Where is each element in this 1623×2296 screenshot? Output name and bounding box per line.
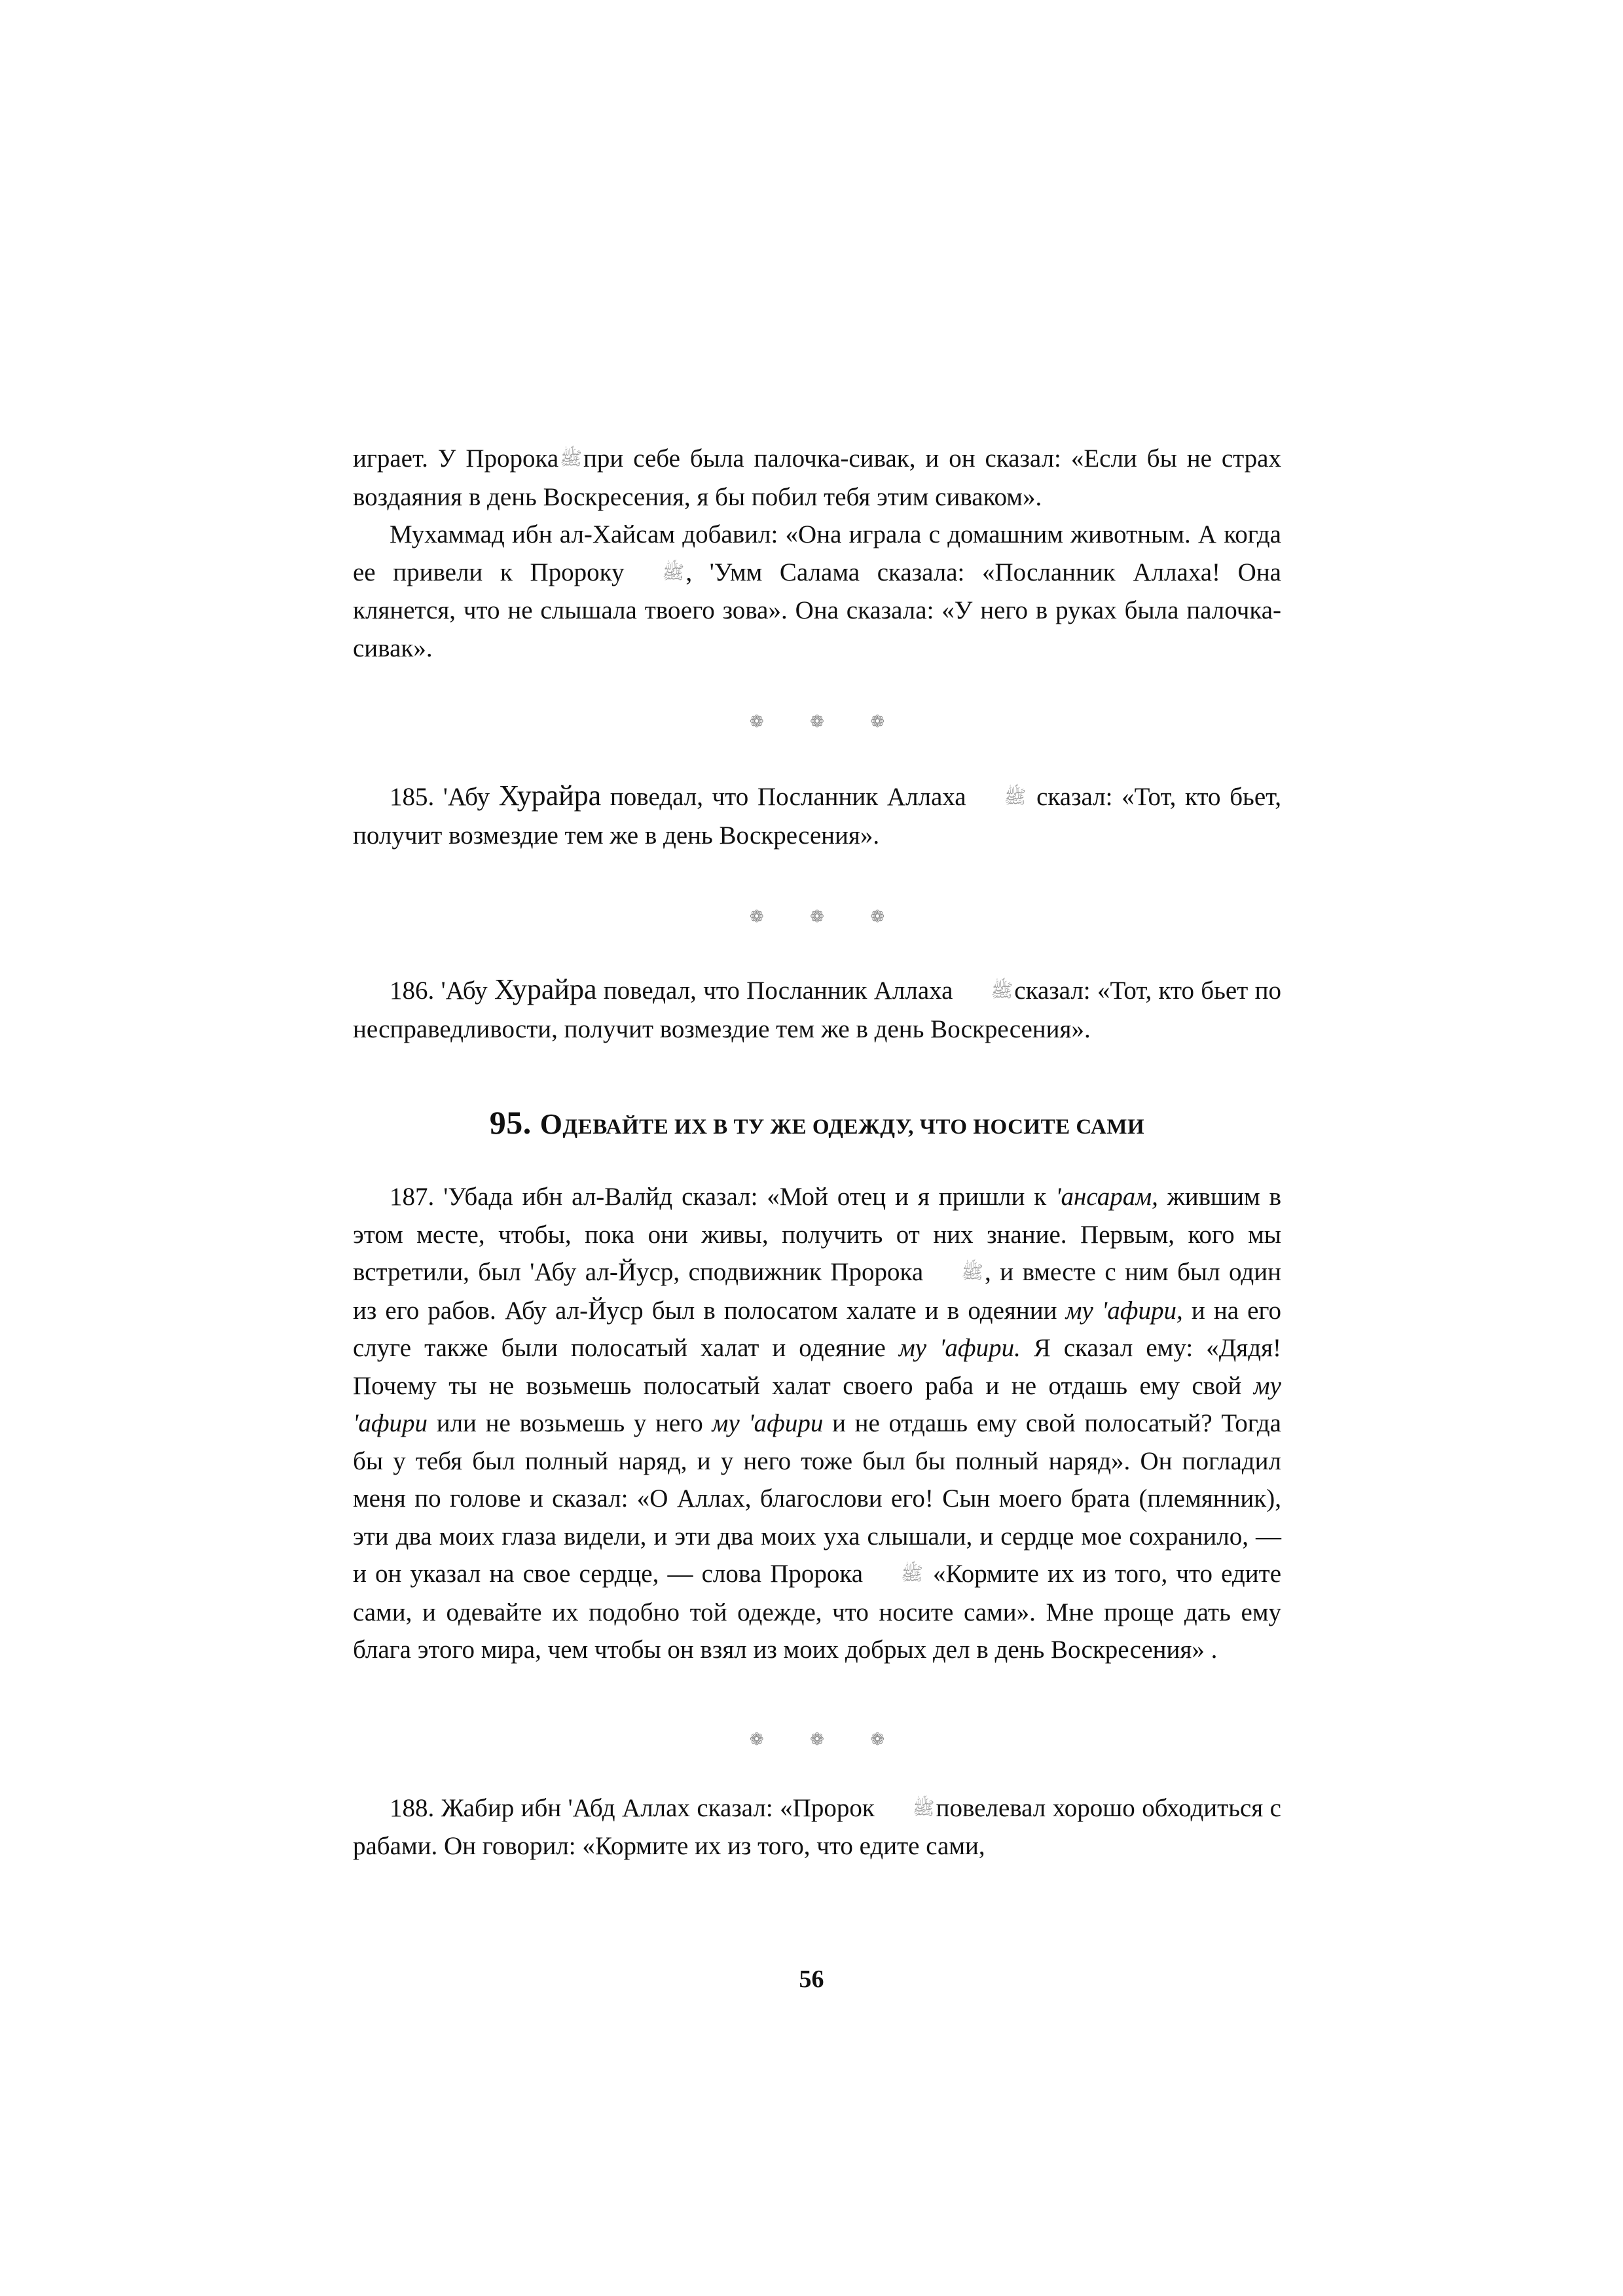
- salla-glyph-icon: ﷺ: [912, 1798, 935, 1819]
- salla-glyph-icon: ﷺ: [662, 562, 685, 583]
- narrator-name: Хурайра: [498, 780, 602, 812]
- hadith-188: [353, 1789, 1281, 1865]
- text-run: поведал, что Посланник Аллаха: [601, 783, 966, 811]
- text-run: 187. 'Убада ибн ал-Валйд сказал: «Мой отец и я пришли к: [390, 1183, 1056, 1211]
- chapter-initial: О: [539, 1108, 563, 1140]
- text-run: при себе была палочка-сивак, и он сказал: «Если бы не страх воздаяния в день Воскресения, я бы побил тебя этим сиваком».: [353, 444, 1281, 511]
- hadith-186: [353, 971, 1281, 1048]
- chapter-heading: [353, 1103, 1281, 1147]
- section-separator-ornament: ❁ ❁ ❁: [749, 1729, 906, 1749]
- italic-term: 'ансарам,: [1055, 1183, 1158, 1211]
- text-run: играет. У Пророка: [353, 444, 559, 473]
- hadith-184-continuation: [353, 440, 1281, 516]
- italic-term: му 'афири: [712, 1409, 824, 1437]
- hadith-187: [353, 1178, 1281, 1669]
- salla-glyph-icon: ﷺ: [901, 1564, 923, 1585]
- text-run: 188. Жабир ибн 'Абд Аллах сказал: «Пророк: [390, 1793, 875, 1822]
- text-run: поведал, что Посланник Аллаха: [596, 977, 953, 1005]
- hadith-185: [353, 777, 1281, 854]
- page-body: [353, 440, 1281, 1865]
- salla-glyph-icon: ﷺ: [560, 449, 583, 469]
- text-run: Я сказал ему: «Дядя! Почему ты не возьмешь полосатый халат своего раба и не отдашь ему свой: [353, 1334, 1282, 1400]
- text-run: 185. 'Абу: [390, 783, 499, 811]
- text-run: , 'Умм Салама сказала: «Посланник Аллаха! Она клянется, что не слышала твоего зова». Она сказала: «У него в руках была палочка-сивак».: [353, 558, 1281, 662]
- salla-glyph-icon: ﷺ: [991, 981, 1013, 1001]
- narrator-name: Хурайра: [494, 973, 597, 1005]
- text-run: и на его слуге также были полосатый халат и одеяние: [353, 1296, 1282, 1362]
- chapter-title: ДЕВАЙТЕ ИХ В ТУ ЖЕ ОДЕЖДУ, ЧТО НОСИТЕ САМИ: [562, 1115, 1145, 1139]
- text-run: «Кормите их из того, что едите сами, и одевайте их подобно той одежде, что носите сами». Мне проще дать ему блага этого мира, чем чтобы он взял из моих добрых дел в день Воскресения» .: [353, 1560, 1282, 1664]
- section-separator-ornament: ❁ ❁ ❁: [749, 907, 906, 926]
- text-run: и не отдашь ему свой полосатый? Тогда бы у тебя был полный наряд, и у него тоже был бы полный наряд». Он погладил меня по голове и сказал: «О Аллах, благослови его! Сын моего брата (племянник), эти два моих глаза видели, и эти два моих уха слышали, и сердце мое сохранило, — и он указал на свое сердце, — слова Пророка: [353, 1409, 1281, 1588]
- italic-term: му 'афири,: [1065, 1296, 1183, 1325]
- italic-term: му 'афири.: [898, 1334, 1021, 1362]
- section-separator-ornament: ❁ ❁ ❁: [749, 712, 906, 731]
- salla-glyph-icon: ﷺ: [1004, 787, 1027, 808]
- text-run: сказал: «Тот, кто бьет, получит возмездие тем же в день Воскресения».: [353, 783, 1281, 850]
- hadith-184-addition: [353, 516, 1281, 667]
- chapter-number: 95.: [489, 1104, 540, 1141]
- text-run: 186. 'Абу: [390, 977, 494, 1005]
- text-run: жившим в этом месте, чтобы, пока они живы, получить от них знание. Первым, кого мы встретили, был 'Абу ал-Йуср, сподвижник Пророка: [353, 1183, 1281, 1286]
- italic-term: му 'афири: [353, 1371, 1281, 1437]
- text-run: или не возьмешь у него: [428, 1409, 712, 1437]
- text-run: сказал: «Тот, кто бьет по несправедливости, получит возмездие тем же в день Воскресения».: [353, 977, 1281, 1043]
- salla-glyph-icon: ﷺ: [961, 1263, 984, 1283]
- text-run: повелевал хорошо обходиться с рабами. Он говорил: «Кормите их из того, что едите сами,: [353, 1793, 1281, 1860]
- page-number: 56: [799, 1965, 824, 1993]
- text-run: , и вместе с ним был один из его рабов. Абу ал-Йуср был в полосатом халате и в одеянии: [353, 1258, 1281, 1325]
- text-run: Мухаммад ибн ал-Хайсам добавил: «Она играла с домашним животным. А когда ее привели к Пророку: [353, 520, 1281, 586]
